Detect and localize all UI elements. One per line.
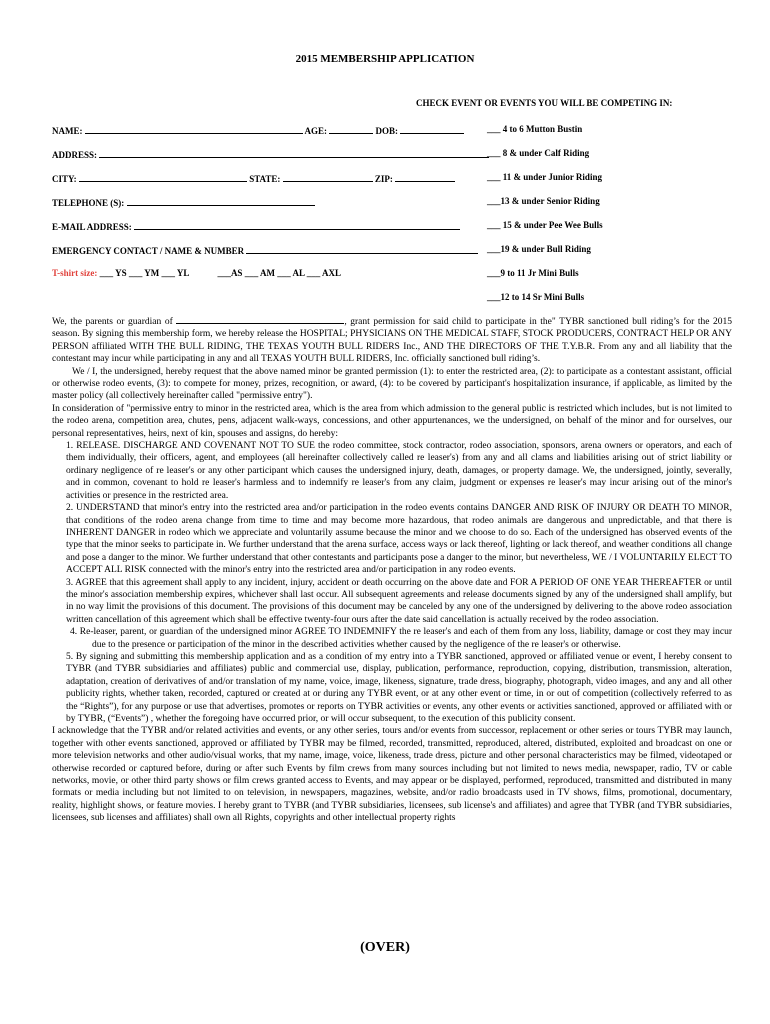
event-check-heading: CHECK EVENT OR EVENTS YOU WILL BE COMPETING IN:	[416, 98, 673, 108]
page-title: 2015 MEMBERSHIP APPLICATION	[295, 53, 475, 65]
waiver-item-2: 2. UNDERSTAND that minor's entry into the restricted area and/or participation in the rodeo events contains DANGER AND RISK OF INJURY OR DEATH TO MINOR, that conditions of the rodeo arena change from time to time and may become more hazardous, that rodeo animals are dangerous and unpredictable, and that there is INHERENT DANGER in rodeo which we appreciate and voluntarily assume because the minor and we choose to do so. Each of the undersigned has observed events of the type that the minor seeks to participate in. We further understand that the arena surface, access ways or lack thereof, lighting or lack thereof, and weather conditions all change and pose a danger to the minor. We further understand that other contestants and participants pose a danger to the minor, but nevertheless, WE / I VOLUNTARILY ELECT TO ACCEPT ALL RISK connected with the minor's entry into the restricted area and/or participation in any rodeo events.	[66, 503, 732, 576]
event-item[interactable]: ___19 & under Bull Riding	[487, 244, 591, 254]
waiver-paragraph-last: I acknowledge that the TYBR and/or related activities and events, or any other series, tours and/or events from successor, replacement or other series or tours TYBR may launch, together with other events sanctioned, approved or affiliated by TYBR may be filmed, recorded, transmitted, reproduced, altered, distributed, exploited and broadcast on one or more television networks and other audio/visual works, that my name, image, voice, likeness, trade dress, picture and other personal characteristics may be filmed, videotaped or otherwise recorded or captured before, during or after such Events by film crews from many sources including but not limited to news media, newspaper, radio, TV or cable networks, movie, or other third party shows or film crews granted access to Events, and may appear or be displayed, performed, reproduced, transmitted and distributed in many formats or media including but not limited to on television, in newspapers, magazines, website, and/or radio broadcasts used in TV shows, films, promotional, documentary, reality, highlight shows, or feature movies. I hereby grant to TYBR (and TYBR subsidiaries, licensees, sub license's and affiliates) and agree that TYBR (and TYBR subsidiaries, licensees, sub licenses and affiliates) shall own all Rights, copyrights and other intellectual property rights	[52, 726, 732, 824]
youth-sizes[interactable]: ___ YS ___ YM ___ YL	[99, 268, 189, 278]
address-label: ADDRESS:	[52, 150, 98, 160]
dob-input[interactable]	[400, 124, 464, 134]
waiver-body	[52, 314, 732, 825]
waiver-text: , grant permission for said child to participate in the" TYBR sanctioned bull riding’s for the 2015 season. By signing this membership form, we hereby release the HOSPITAL; PHYSICIANS ON THE MEDICAL STAFF, STOCK PRODUCERS, CONTRACT HELP OR ANY PERSON affiliated WITH THE BULL RIDING, THE TEXAS YOUTH BULL RIDERS Inc., AND THE DIRECTORS OF THE T.Y.B.R. From any and all liability that the contestant may incur while participating in any and all TEXAS YOUTH BULL RIDERS, Inc. officially sanctioned bull riding’s.	[52, 317, 733, 365]
waiver-item-4: 4. Re-leaser, parent, or guardian of the undersigned minor AGREE TO INDEMNIFY the re leaser's and each of them from any loss, liability, damage or cost they may incur due to the presence or participation of the minor in the described activities whether caused by the negligence of the re leaser's or otherwise.	[70, 627, 732, 650]
email-input[interactable]	[134, 220, 460, 230]
state-input[interactable]	[283, 172, 373, 182]
emergency-input[interactable]	[246, 244, 478, 254]
event-item[interactable]: ___ 15 & under Pee Wee Bulls	[487, 220, 603, 230]
name-row	[52, 124, 464, 136]
email-label: E-MAIL ADDRESS:	[52, 222, 132, 232]
waiver-paragraph-3: In consideration of "permissive entry to minor in the restricted area, which is the area from which admission to the general public is restricted which includes, but is not limited to the rodeo arena, competition area, chutes, pens, adjacent walk-ways, concessions, and other appurtenances, we the undersigned, on behalf of the minor and for ourselves, our personal representatives, heirs, next of kin, spouses and assigns, do hereby:	[52, 403, 732, 439]
event-item[interactable]: ___13 & under Senior Riding	[487, 196, 600, 206]
adult-sizes[interactable]: ___AS ___ AM ___ AL ___ AXL	[217, 268, 341, 278]
event-item[interactable]: ___12 to 14 Sr Mini Bulls	[487, 292, 585, 302]
child-name-input[interactable]	[176, 314, 344, 324]
address-input[interactable]	[99, 148, 489, 158]
dob-label: DOB:	[375, 126, 399, 136]
telephone-label: TELEPHONE (S):	[52, 198, 125, 208]
address-row	[52, 148, 489, 160]
waiver-item-5: 5. By signing and submitting this membership application and as a condition of my entry into a TYBR sanctioned, approved or affiliated venue or event, I hereby consent to TYBR (and TYBR subsidiaries and affiliates) public and commercial use, display, publication, performance, reproduction, copying, distribution, transmission, alteration, adaptation, creation of derivatives of and/or translation of my name, voice, image, likeness, signature, trade dress, biography, photograph, video images, and any and all other publicity rights, whether taken, recorded, captured or created at or during any TYBR event, or at any other event or time, in or out of competition (collectively referred to as the “Rights”), for any purpose or use that advertises, promotes or reports on TYBR activities or events, any other events or activities sanctioned, approved or affiliated with or by TYBR, (“Events”) , whether the foregoing have occurred prior, or will occur subsequent, to the execution of this publicity consent.	[66, 651, 732, 724]
zip-label: ZIP:	[374, 174, 393, 184]
event-item[interactable]: ___ 11 & under Junior Riding	[487, 172, 602, 182]
age-label: AGE:	[304, 126, 328, 136]
waiver-item-3: 3. AGREE that this agreement shall apply to any incident, injury, accident or death occurring on the above date and FOR A PERIOD OF ONE YEAR THEREAFTER or until the minor's association membership expires, whichever shall last occur. All subsequent agreements and release documents signed by any of the undersigned shall amplify, but in no way limit the provisions of this document. The provisions of this document may be canceled by any one of the undersigned by delivering to the above rodeo association written cancellation of this agreement which shall be effective twenty-four ours after the date said cancellation is actually received by the rodeo association.	[66, 577, 732, 625]
city-label: CITY:	[52, 174, 77, 184]
state-label: STATE:	[249, 174, 281, 184]
tshirt-row	[52, 268, 341, 278]
event-item[interactable]: ___9 to 11 Jr Mini Bulls	[487, 268, 579, 278]
name-input[interactable]	[85, 124, 303, 134]
age-input[interactable]	[329, 124, 373, 134]
telephone-row	[52, 196, 315, 208]
emergency-label: EMERGENCY CONTACT / NAME & NUMBER	[52, 246, 245, 256]
event-item[interactable]: ___ 4 to 6 Mutton Bustin	[487, 124, 583, 134]
waiver-text: We, the parents or guardian of	[52, 317, 173, 327]
city-row	[52, 172, 455, 184]
telephone-input[interactable]	[127, 196, 315, 206]
waiver-paragraph-1	[52, 314, 732, 366]
waiver-item-1: 1. RELEASE. DISCHARGE AND COVENANT NOT TO SUE the rodeo committee, stock contractor, rodeo association, sponsors, arena owners or operators, and each of them individually, their officers, agent, and employees (all hereinafter collectively called re leaser's) from any and all clams and liabilities arising out of strict liability or ordinary negligence of re leaser's or any other participant which causes the undersigned injury, death, damages, or property damage. We, the undersigned, jointly, severally, and in common, covenant to hold re leaser's harmless and to indemnify re leaser's from any claim, judgment or expenses re leaser's may incur arising out of the minor's activities or presence in the restricted area.	[66, 441, 732, 501]
emergency-row	[52, 244, 478, 256]
name-label: NAME:	[52, 126, 83, 136]
over-footer: (OVER)	[360, 940, 410, 955]
city-input[interactable]	[79, 172, 247, 182]
waiver-paragraph-2: We / I, the undersigned, hereby request that the above named minor be granted permission (1): to enter the restricted area, (2): to participate as a contestant assistant, official or otherwise rodeo events, (3): to compete for money, prizes, recognition, or award, (4): to be covered by participant's hospitalization insurance, if applicable, as limited by the master policy (all collectively hereinafter called "permissive entry").	[52, 366, 732, 402]
tshirt-label: T-shirt size:	[52, 268, 98, 278]
email-row	[52, 220, 460, 232]
zip-input[interactable]	[395, 172, 455, 182]
event-item[interactable]: ___ 8 & under Calf Riding	[487, 148, 590, 158]
